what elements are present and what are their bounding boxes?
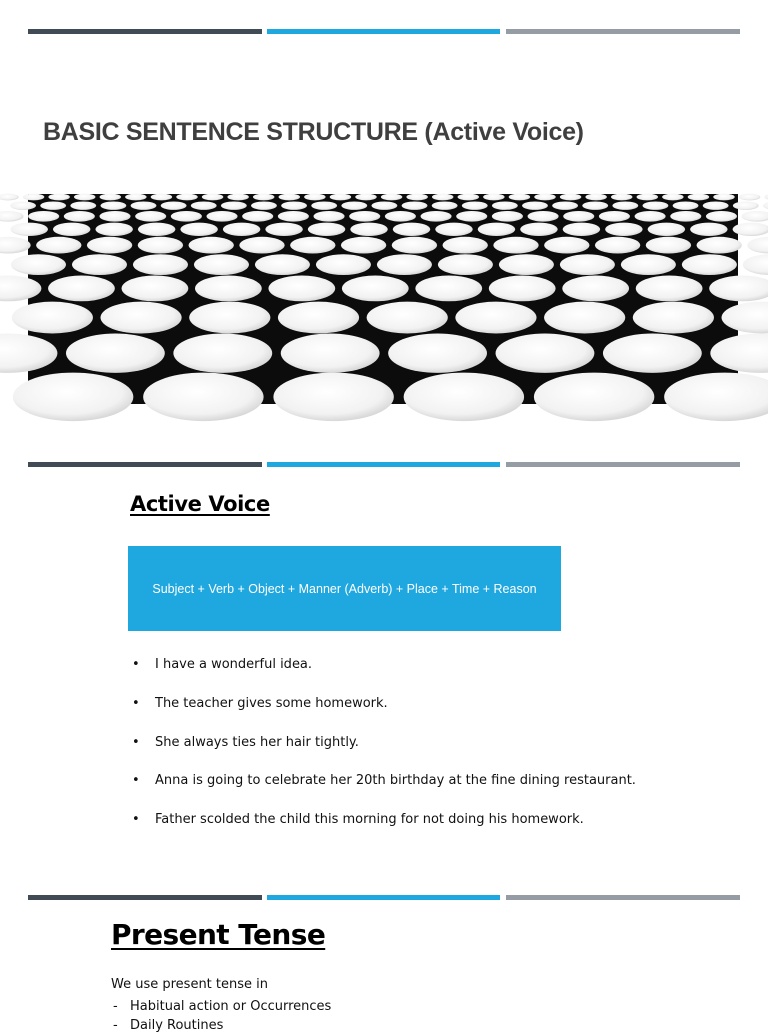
disc-shape [404, 373, 524, 421]
disc-shape [706, 211, 737, 222]
disc-shape [189, 302, 270, 334]
slide2-header-bars [28, 462, 740, 467]
disc-shape [560, 254, 615, 275]
disc-shape [605, 223, 642, 236]
disc-shape [194, 254, 249, 275]
disc-shape [0, 211, 24, 222]
bullet-icon: • [132, 773, 140, 789]
disc-shape [520, 223, 557, 236]
slide2-title: Active Voice [130, 492, 270, 516]
disc-shape [560, 194, 581, 201]
slide1-title: BASIC SENTENCE STRUCTURE (Active Voice) [43, 118, 584, 146]
disc-shape [100, 194, 121, 201]
bullet-icon: • [132, 695, 140, 711]
dash-icon: - [113, 1018, 118, 1033]
disc-shape [191, 201, 217, 209]
list-item: • Anna is going to celebrate her 20th birthday at the fine dining restaurant. [130, 771, 636, 810]
disc-shape [421, 211, 452, 222]
disc-shape [637, 194, 658, 201]
disc-shape [690, 223, 727, 236]
slide3-intro: We use present tense in [111, 977, 269, 992]
disc-shape [74, 194, 95, 201]
disc-shape [612, 201, 638, 209]
disc-shape [562, 276, 629, 302]
disc-shape [316, 254, 371, 275]
list-item: • Father scolded the child this morning for not doing his homework. [130, 810, 636, 849]
disc-shape [64, 211, 95, 222]
disc-shape [522, 201, 548, 209]
disc-shape [697, 237, 742, 254]
disc-shape [242, 211, 273, 222]
disc-shape [48, 194, 69, 201]
header-bar-blue [267, 29, 500, 34]
disc-shape [456, 211, 487, 222]
disc-shape [0, 276, 41, 302]
disc-shape [392, 237, 437, 254]
disc-shape [435, 223, 472, 236]
disc-shape [438, 254, 493, 275]
list-item: - Daily Routines [113, 1018, 224, 1033]
disc-shape [611, 194, 632, 201]
disc-shape [673, 201, 699, 209]
disc-shape [496, 334, 595, 373]
disc-shape [341, 201, 367, 209]
disc-shape [743, 254, 768, 275]
disc-shape [582, 201, 608, 209]
disc-shape [509, 194, 530, 201]
disc-shape [688, 194, 709, 201]
disc-shape [28, 211, 59, 222]
disc-shape [682, 254, 737, 275]
disc-shape [173, 334, 272, 373]
disc-shape [268, 276, 335, 302]
disc-shape [311, 201, 337, 209]
disc-shape [23, 194, 44, 201]
header-bar-blue [267, 895, 500, 900]
disc-shape [563, 211, 594, 222]
disc-shape [534, 194, 555, 201]
disc-shape [355, 194, 376, 201]
disc-shape [349, 211, 380, 222]
slide3-title: Present Tense [111, 918, 326, 951]
disc-shape [544, 237, 589, 254]
disc-shape [599, 211, 630, 222]
disc-shape [125, 194, 146, 201]
disc-shape [151, 194, 172, 201]
disc-shape [195, 276, 262, 302]
disc-shape [432, 194, 453, 201]
disc-shape [544, 302, 625, 334]
header-bar-dark [28, 895, 262, 900]
disc-shape [709, 276, 768, 302]
disc-shape [406, 194, 427, 201]
disc-shape [402, 201, 428, 209]
list-item: • She always ties her hair tightly. [130, 733, 636, 772]
disc-shape [278, 302, 359, 334]
header-bar-gray [506, 462, 740, 467]
disc-shape [662, 194, 683, 201]
header-bar-gray [506, 895, 740, 900]
disc-shape [489, 276, 556, 302]
disc-shape [0, 334, 57, 373]
dash-icon: - [113, 999, 118, 1014]
disc-shape [670, 211, 701, 222]
disc-shape [585, 194, 606, 201]
disc-shape [381, 194, 402, 201]
disc-shape [563, 223, 600, 236]
disc-shape [330, 194, 351, 201]
disc-shape [11, 223, 48, 236]
disc-shape [385, 211, 416, 222]
disc-shape [664, 373, 768, 421]
disc-shape [87, 237, 132, 254]
disc-shape [223, 223, 260, 236]
disc-shape [455, 302, 536, 334]
disc-shape [10, 201, 36, 209]
disc-shape [703, 201, 729, 209]
slide3-list [111, 997, 331, 1035]
disc-shape [281, 334, 380, 373]
disc-shape [100, 302, 181, 334]
disc-shape [131, 201, 157, 209]
disc-shape [603, 334, 702, 373]
disc-shape [308, 223, 345, 236]
disc-shape [40, 201, 66, 209]
disc-shape [314, 211, 345, 222]
discs-pattern-icon [28, 194, 738, 404]
disc-shape [341, 237, 386, 254]
header-bar-dark [28, 462, 262, 467]
disc-shape [443, 237, 488, 254]
disc-shape [747, 237, 768, 254]
disc-shape [742, 211, 768, 222]
disc-shape [202, 194, 223, 201]
disc-shape [48, 276, 115, 302]
disc-shape [646, 237, 691, 254]
disc-shape [36, 237, 81, 254]
disc-shape [180, 223, 217, 236]
disc-shape [636, 276, 703, 302]
bullet-icon: • [132, 734, 140, 750]
disc-shape [393, 223, 430, 236]
disc-shape [273, 373, 393, 421]
disc-shape [763, 201, 768, 209]
disc-shape [251, 201, 277, 209]
list-item: • The teacher gives some homework. [130, 694, 636, 733]
disc-shape [135, 211, 166, 222]
disc-shape [415, 276, 482, 302]
disc-shape [13, 373, 133, 421]
disc-shape [483, 194, 504, 201]
disc-shape [279, 194, 300, 201]
disc-shape [528, 211, 559, 222]
disc-shape [138, 237, 183, 254]
disc-shape [221, 201, 247, 209]
disc-shape [478, 223, 515, 236]
disc-shape [281, 201, 307, 209]
formula-box [128, 546, 561, 631]
disc-shape [0, 194, 19, 201]
disc-shape [101, 201, 127, 209]
disc-shape [621, 254, 676, 275]
list-item: - Habitual action or Occurrences [113, 999, 332, 1014]
bullet-icon: • [132, 657, 140, 672]
disc-shape [635, 211, 666, 222]
disc-shape [53, 223, 90, 236]
disc-shape [171, 211, 202, 222]
disc-shape [595, 237, 640, 254]
bullet-icon: • [132, 812, 140, 828]
disc-shape [72, 254, 127, 275]
disc-shape [342, 276, 409, 302]
disc-shape [253, 194, 274, 201]
disc-shape [304, 194, 325, 201]
disc-shape [648, 223, 685, 236]
disc-shape [122, 276, 189, 302]
example-list [130, 655, 636, 849]
white-discs-pattern-image [28, 194, 738, 404]
header-bar-dark [28, 29, 262, 34]
disc-shape [290, 237, 335, 254]
header-bar-gray [506, 29, 740, 34]
disc-shape [764, 194, 768, 201]
disc-shape [227, 194, 248, 201]
disc-shape [278, 211, 309, 222]
header-bar-blue [267, 462, 500, 467]
disc-shape [372, 201, 398, 209]
disc-shape [643, 201, 669, 209]
disc-shape [99, 211, 130, 222]
disc-shape [432, 201, 458, 209]
disc-shape [492, 201, 518, 209]
disc-shape [462, 201, 488, 209]
disc-shape [350, 223, 387, 236]
disc-shape [377, 254, 432, 275]
disc-shape [733, 201, 759, 209]
disc-shape [176, 194, 197, 201]
disc-shape [713, 194, 734, 201]
slide1-header-bars [28, 29, 740, 34]
disc-shape [492, 211, 523, 222]
disc-shape [239, 237, 284, 254]
disc-shape [722, 302, 768, 334]
disc-shape [534, 373, 654, 421]
disc-shape [499, 254, 554, 275]
disc-shape [138, 223, 175, 236]
disc-shape [143, 373, 263, 421]
disc-shape [161, 201, 187, 209]
disc-shape [552, 201, 578, 209]
list-item: • I have a wonderful idea. [130, 655, 636, 694]
disc-shape [12, 302, 93, 334]
disc-shape [733, 223, 768, 236]
disc-shape [710, 334, 768, 373]
disc-shape [633, 302, 714, 334]
disc-shape [133, 254, 188, 275]
disc-shape [493, 237, 538, 254]
disc-shape [70, 201, 96, 209]
disc-shape [189, 237, 234, 254]
slide3-header-bars [28, 895, 740, 900]
disc-shape [255, 254, 310, 275]
disc-shape [739, 194, 760, 201]
disc-shape [66, 334, 165, 373]
disc-shape [11, 254, 66, 275]
disc-shape [388, 334, 487, 373]
disc-shape [95, 223, 132, 236]
disc-shape [458, 194, 479, 201]
disc-shape [367, 302, 448, 334]
formula-text: Subject + Verb + Object + Manner (Adverb) + Place + Time + Reason [152, 581, 537, 596]
disc-shape [207, 211, 238, 222]
disc-shape [265, 223, 302, 236]
disc-shape [0, 237, 31, 254]
